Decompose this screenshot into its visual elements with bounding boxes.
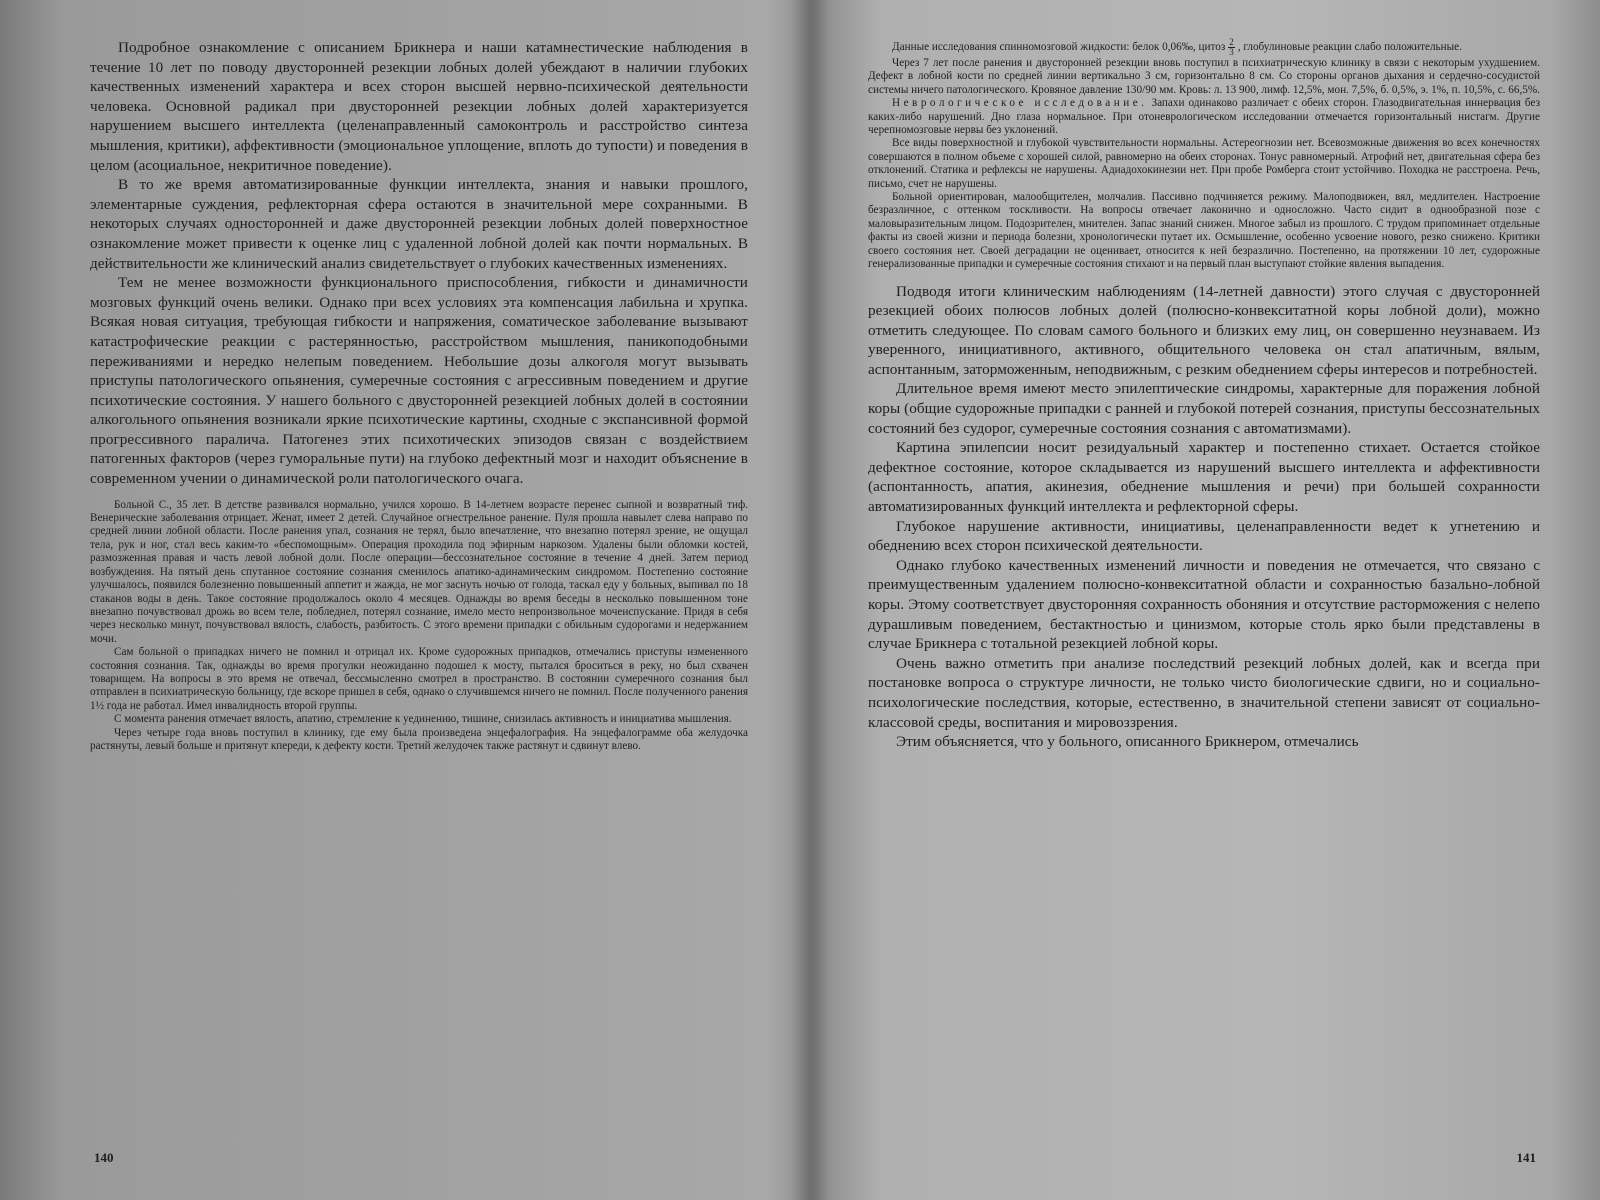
case-history-paragraph-1: Больной С., 35 лет. В детстве развивался нормально, учился хорошо. В 14-летнем возрасте перенес сыпной и возвратный тиф. Венерические заболевания отрицает. Женат, имеет 2 детей. Случайное огнестрельное ранение. Пуля прошла навылет слева направо по средней линии лобной области. После ранения упал, сознания не терял, было впечатление, что внезапно потерял зрение, не ощущал тела, рук и ног, стал весь каким-то «беспомощным». Операция проходила под эфирным наркозом. Удалены были обломки костей, размозженная правая и часть левой лобной доли. После операции—бессознательное состояние в течение 4 дней. Затем период возбуждения. На пятый день спутанное состояние сознания сменилось апатико-адинамическим синдромом. Постепенно состояние улучшалось, появился болезненно повышенный аппетит и жажда, не мог заснуть ночью от голода, таскал еду у больных, выпивал по 18 стаканов воды в день. Такое состояние продолжалось около 4 месяцев. Однажды во время беседы в несколько повышенном тоне внезапно почувствовал дрожь во всем теле, побледнел, потерял сознание, имело место непроизвольное мочеиспускание. Придя в себя через несколько минут, почувствовал вялость, слабость, разбитость. С этого времени припадки с обильным судорогами и недержанием мочи.	[90, 498, 748, 645]
right-paragraph-6: Очень важно отметить при анализе последствий резекций лобных долей, как и всегда при постановке вопроса о структуре личности, не только чисто биологические сдвиги, но и социально-психологические последствия, которые, естественно, в значительной степени зависят от социально-классовой среды, воспитания и мировоззрения.	[868, 654, 1540, 731]
neuro-exam-text: Запахи одинаково различает с обеих сторон. Глазодвигательная иннервация без каких-либо нарушений. Дно глаза нормальное. При отоневрологическом исследовании отмечается горизонтальный нистагм. Другие черепномозговые нервы без уклонений.	[868, 97, 1540, 137]
case-history-paragraph-3: С момента ранения отмечает вялость, апатию, стремление к уединению, тишине, снизилась активность и инициатива мышления.	[114, 713, 732, 726]
neuro-exam-heading: Неврологическое исследование.	[892, 97, 1148, 110]
case-history-paragraph-2: Сам больной о припадках ничего не помнил и отрицал их. Кроме судорожных припадков, отмечались приступы измененного состояния сознания. Так, однажды во время прогулки неожиданно подошел к мосту, пытался броситься в реку, но был схвачен товарищем. На вопросы в это время не отвечал, бессмысленно смотрел в пространство. В состоянии сумеречного сознания был отправлен в психиатрическую больницу, где вскоре пришел в себя, однако о случившемся ничего не помнил. После полученного ранения 1½ года не работал. Имел инвалидность второй группы.	[90, 646, 748, 712]
right-paragraph-1: Подводя итоги клиническим наблюдениям (14-летней давности) этого случая с двусторонней резекцией обоих полюсов лобных долей (полюсно-конвекситатной коры лобной доли), можно отметить следующее. По словам самого больного и близких ему лиц, он совершенно неузнаваем. Из уверенного, инициативного, активного, общительного человека он стал апатичным, вялым, аспонтанным, заторможенным, неподвижным, с резким обеднением сферы интересов и потребностей.	[868, 282, 1540, 378]
page-number-left: 140	[94, 1150, 114, 1165]
fraction-denominator: 3	[1229, 47, 1234, 57]
left-paragraph-3: Тем не менее возможности функционального приспособления, гибкости и динамичности мозговых функций очень велики. Однако при всех условиях эта компенсация лабильна и хрупка. Всякая новая ситуация, требующая гибкости и напряжения, соматическое заболевание вызывают катастрофические реакции с растерянностью, расстройством мышления, паникоподобными переживаниями и нередко нелепым поведением. Небольшие дозы алкоголя могут вызывать приступы патологического опьянения, сумеречные состояния с агрессивным поведением и другие психотические состояния. У нашего больного с двусторонней резекцией лобных долей в состоянии алкогольного опьянения возникали яркие психотические картины, сходные с экспансивной формой прогрессивного паралича. Патогенез этих психотических эпизодов связан с воздействием патогенных факторов (через гуморальные пути) на глубоко дефектный мозг и находит объяснение в современном учении о динамической роли патологического очага.	[90, 274, 748, 488]
right-paragraph-3: Картина эпилепсии носит резидуальный характер и постепенно стихает. Остается стойкое дефектное состояние, которое складывается из нарушений высшего интеллекта и аффективности (аспонтанность, апатия, акинезия, обеднение мышления и речи) при большей сохранности автоматизированных функций интеллекта и рефлекторной сферы.	[868, 439, 1540, 516]
neuro-exam-paragraph	[868, 97, 1540, 137]
sensitivity-paragraph: Все виды поверхностной и глубокой чувствительности нормальны. Астереогнозии нет. Всевозможные движения во всех конечностях совершаются в полном объеме с хорошей силой, равномерно на обеих сторонах. Тонус равномерный. Атрофий нет, двигательная сфера без отклонений. Статика и рефлексы не нарушены. Адиадохокинезии нет. При пробе Ромберга стоит устойчиво. Походка не расстроена. Речь, письмо, счет не нарушены.	[868, 137, 1540, 190]
right-paragraph-5: Однако глубоко качественных изменений личности и поведения не отмечается, что связано с преимущественным удалением полюсно-конвекситатной области и сохранностью базально-лобной коры. Этому соответствует двусторонняя сохранность обоняния и отсутствие расторможения с нелепо дурашливым поведением, бестактностью и цинизмом, которые столь ярко были представлены в случае Брикнера с тотальной резекцией лобной коры.	[868, 556, 1540, 653]
cytosis-fraction	[1228, 38, 1235, 57]
left-paragraph-2: В то же время автоматизированные функции интеллекта, знания и навыки прошлого, элементарные суждения, рефлекторная сфера остаются в значительной мере сохранными. В некоторых случаях односторонней и даже двусторонней резекции лобных долей поверхностное ознакомление может привести к оценке лиц с удаленной лобной долей как почти нормальных. В действительности же клинический анализ свидетельствует о глубоких качественных изменениях.	[90, 176, 748, 272]
left-page	[90, 38, 748, 1168]
fraction-numerator: 2	[1229, 38, 1234, 47]
page-number-right: 141	[1516, 1150, 1536, 1165]
right-page	[868, 38, 1540, 1168]
case-followup-paragraph: Через 7 лет после ранения и двусторонней резекции вновь поступил в психиатрическую клинику в связи с некоторым ухудшением. Дефект в лобной кости по средней линии вертикально 3 см, горизонтально 8 см. Со стороны органов дыхания и сердечно-сосудистой системы ничего патологического. Кровяное давление 130/90 мм. Кровь: л. 13 900, лимф. 12,5%, мон. 7,5%, б. 0,5%, э. 1%, п. 10,5%, с. 66,5%.	[868, 57, 1540, 96]
csf-text-end: , глобулиновые реакции слабо положительные.	[1237, 41, 1462, 54]
left-paragraph-1: Подробное ознакомление с описанием Брикнера и наши катамнестические наблюдения в течение 10 лет по поводу двусторонней резекции лобных долей убеждают в наличии глубоких качественных изменений характера и всех сторон высшей нервно-психической деятельности человека. Основной радикал при двусторонней резекции лобных долей характеризуется нарушением высшего интеллекта (целенаправленный самоконтроль и расстройство синтеза мышления, критики), аффективности (эмоциональное уплощение, вплоть до тупости) и поведения в целом (асоциальное, некритичное поведение).	[90, 39, 748, 174]
csf-text: Данные исследования спинномозговой жидкости: белок 0,06‰, цитоз	[892, 41, 1226, 54]
right-paragraph-2: Длительное время имеют место эпилептические синдромы, характерные для поражения лобной коры (общие судорожные припадки с ранней и глубокой потерей сознания, приступы бессознательных состояний без судорог, сумеречные состояния сознания с автоматизмами).	[868, 380, 1540, 437]
right-paragraph-4: Глубокое нарушение активности, инициативы, целенаправленности ведет к угнетению и обеднению всех сторон психической деятельности.	[868, 517, 1540, 555]
right-paragraph-7: Этим объясняется, что у больного, описанного Брикнером, отмечались	[896, 733, 1359, 751]
csf-findings	[868, 38, 1540, 57]
case-history-paragraph-4: Через четыре года вновь поступил в клинику, где ему была произведена энцефалография. На энцефалограмме оба желудочка растянуты, левый больше и притянут кпереди, к дефекту кости. Третий желудочек также растянут и сдвинут влево.	[90, 726, 748, 752]
book-gutter	[790, 0, 830, 1200]
mental-status-paragraph: Больной ориентирован, малообщителен, молчалив. Пассивно подчиняется режиму. Малоподвижен, вял, медлителен. Настроение безразличное, с оттенком тоскливости. На вопросы отвечает лаконично и односложно. Часто сидит в однообразной позе с маловыразительным лицом. Подозрителен, мнителен. Запас знаний снижен. Многое забыл из прошлого. С трудом припоминает отдельные факты из своей жизни и периода болезни, хронологически путает их. Осмышление, особенно усвоение нового, резко снижено. Критики своего состояния нет. Своей деградации не оценивает, относится к ней безразлично. Постепенно, на протяжении 10 лет, судорожные генерализованные припадки и сумеречные состояния стихают и на первый план выступают стойкие явления выпадения.	[868, 191, 1540, 271]
